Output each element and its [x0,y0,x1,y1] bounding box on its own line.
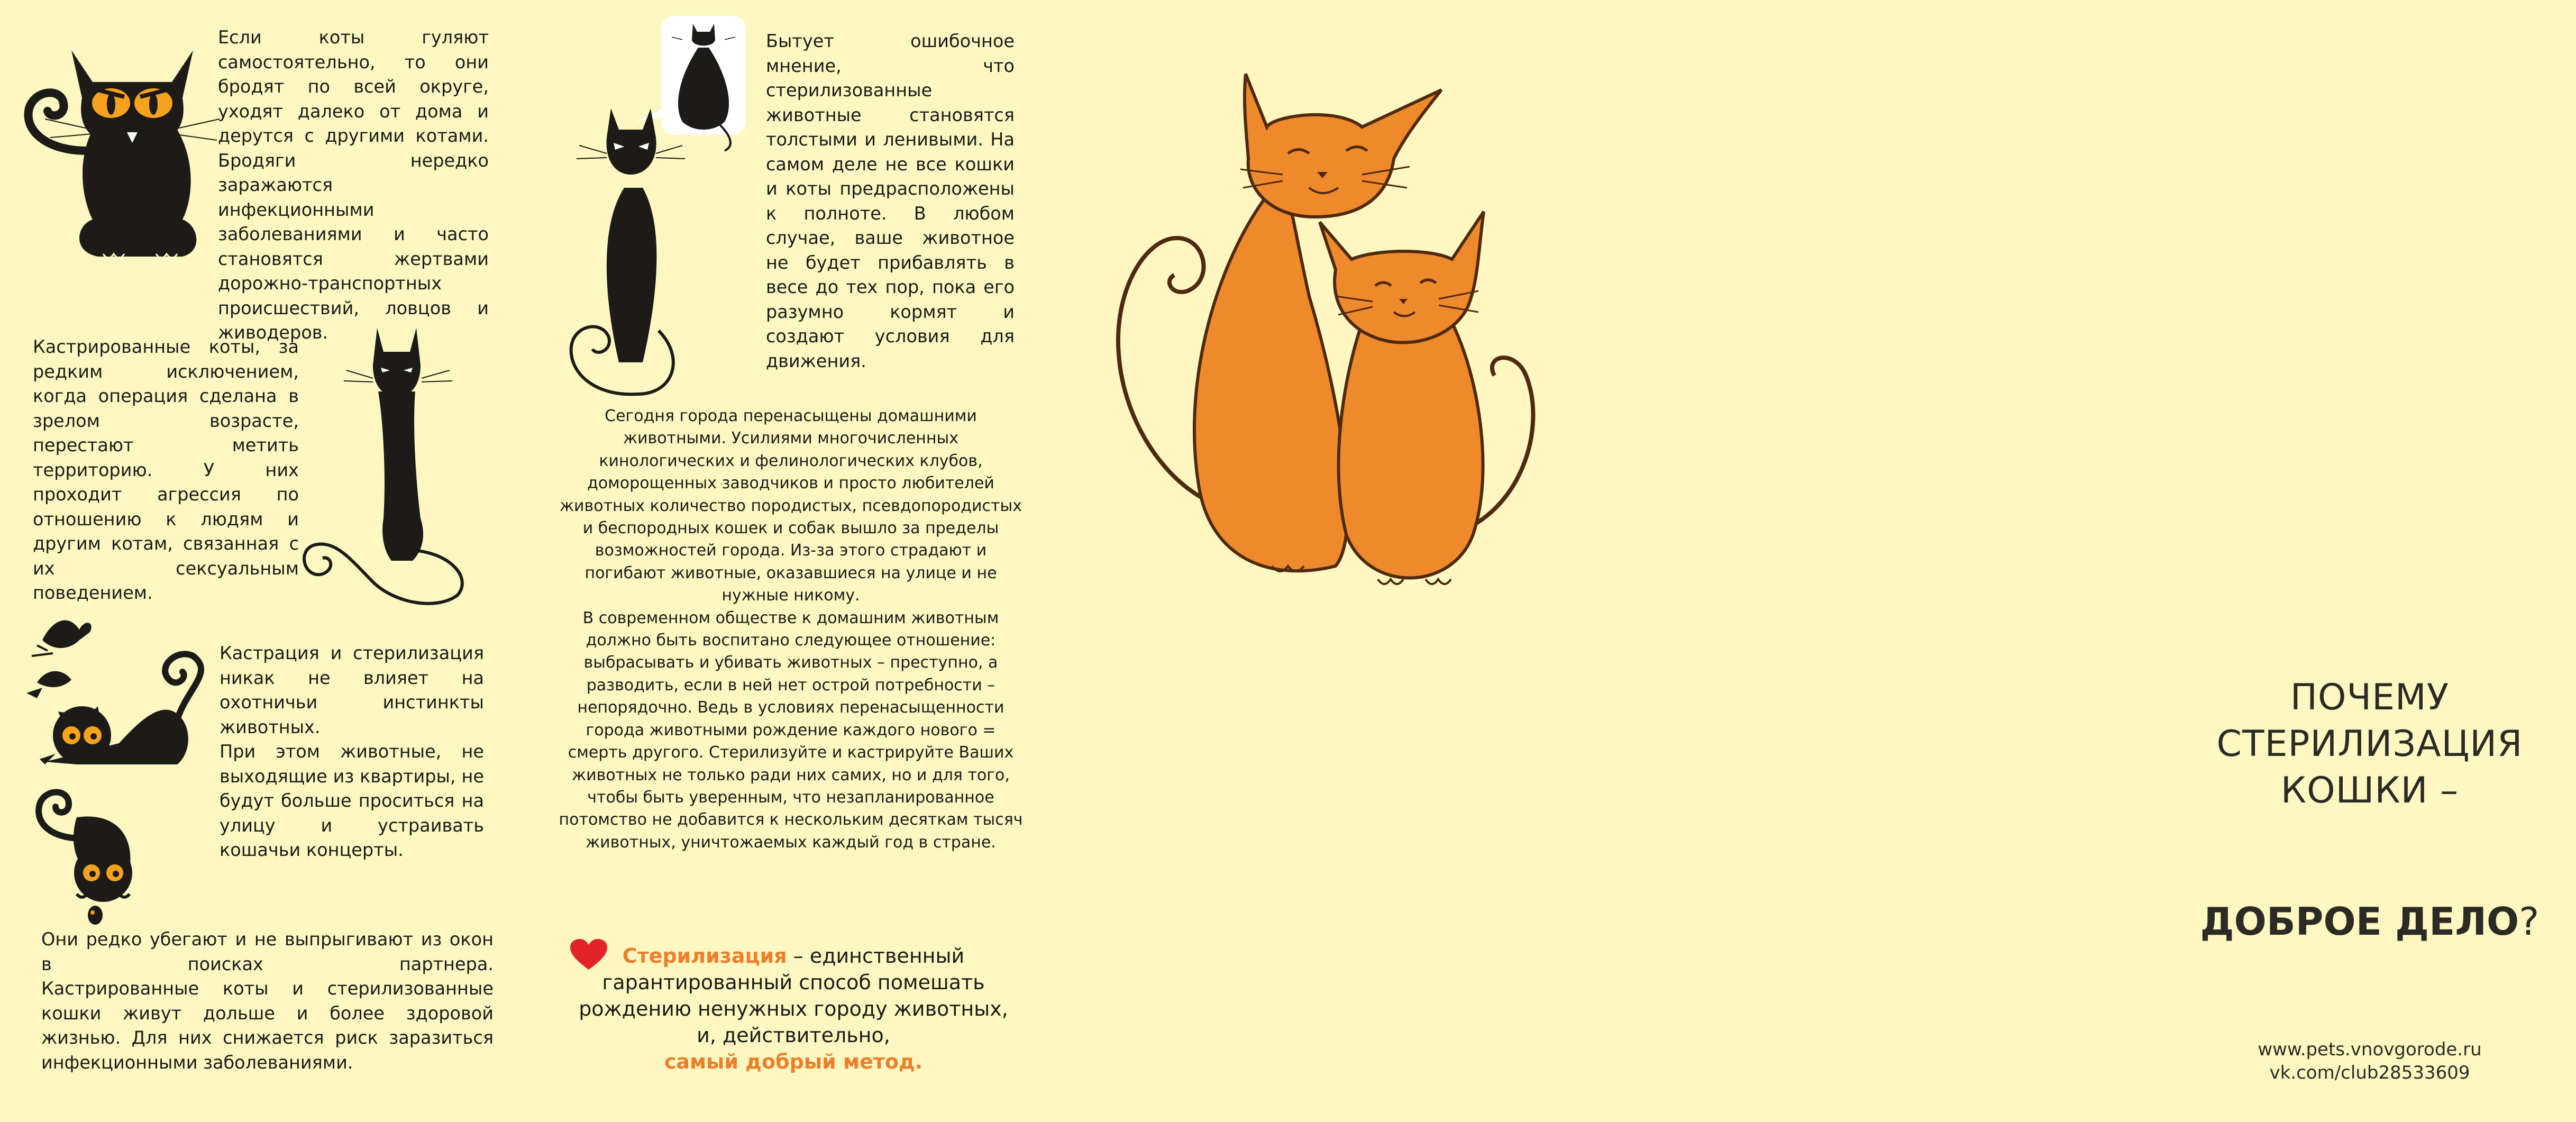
paragraph: Сегодня города перенасыщены домашними животными. Усилиями многочисленных кинологических и фелинологических клубов, доморощенных заводчиков и просто любителей животных количество породистых, псевдопородистых и беспородных кошек и собак вышло за пределы возможностей города. Из-за этого страдают и погибают животные, оказавшиеся на улице и не нужные никому. [560,407,1022,605]
slogan [561,943,1026,1075]
paragraph: Бродяги нередко заражаются инфекционными заболеваниями и часто становятся жертвами дорожно-транспортных происшествий, ловцов и живодеров. [218,150,489,343]
slogan-line: рождению ненужных городу животных, [579,997,1008,1020]
orange-cats-couple-illustration [1113,58,1547,608]
stretching-black-cat-illustration [40,651,209,772]
text-health [41,927,494,1075]
black-cat-sitting-illustration [13,40,220,272]
cover-links [2185,1038,2555,1084]
slogan-highlight: Стерилизация [622,944,787,968]
text-myth [766,29,1015,373]
cover-panel [1058,0,2540,1122]
cover-title-bold [2163,899,2576,944]
left-panel [0,0,529,1122]
slogan-line [561,943,1026,969]
playful-black-cat-illustration [29,780,151,928]
cover-title [2163,674,2576,814]
title-bold-text: ДОБРОЕ ДЕЛО [2200,899,2519,944]
slogan-line: и, действительно, [697,1024,890,1047]
title-line: СТЕРИЛИЗАЦИЯ [2216,723,2523,765]
title-line: КОШКИ – [2280,770,2459,811]
text-castrated-cats [33,335,299,606]
middle-panel [529,0,1058,1122]
text-stray-cats [218,25,489,345]
paragraph: Бытует ошибочное мнение, что стерилизованные животные становятся толстыми и ленивыми. На самом деле не все кошки и коты предрасположены к полноте. В любом случае, ваше животное не будет прибавлять в весе до тех пор, пока его разумно кормят и создают условия для движения. [766,31,1015,371]
slim-black-cat-illustration [299,328,479,603]
text-instincts [220,641,484,863]
paragraph: Если коты гуляют самостоятельно, то они бродят по всей округе, уходят далеко от дома и дерутся с другими котами. [218,27,489,146]
slogan-line: гарантированный способ помешать [602,971,985,994]
title-line: ПОЧЕМУ [2290,677,2450,718]
text-overpopulation [558,405,1024,854]
paragraph: При этом животные, не выходящие из квартиры, не будут больше проситься на улицу и устраивать кошачьи концерты. [220,741,484,860]
title-question-mark: ? [2519,899,2540,944]
website-link[interactable]: www.pets.vnovgorode.ru [2258,1039,2482,1060]
slogan-final: самый добрый метод. [664,1050,923,1073]
paragraph: Они редко убегают и не выпрыгивают из окон в поисках партнера. [41,929,494,974]
paragraph: Кастрированные коты и стерилизованные кошки живут дольше и более здоровой жизнью. Для них снижается риск заразиться инфекционными заболеваниями. [41,978,494,1073]
slogan-text: – единственный [787,944,965,968]
vk-link[interactable]: vk.com/club28533609 [2269,1062,2470,1083]
paragraph: Кастрированные коты, за редким исключением, когда операция сделана в зрелом возрасте, перестают метить территорию. У них проходит агрессия по отношению к людям и другим котам, связанная с их сексуальным поведением. [33,336,299,603]
tall-black-cat-illustration [558,108,717,397]
paragraph: В современном обществе к домашним животным должно быть воспитано следующее отношение: выбрасывать и убивать животных – преступно, а разводить, если в ней нет острой потребности – непорядочно. Ведь в условиях перенасыщенности города животными рождение каждого нового = смерть другого. Стерилизуйте и кастрируйте Ваших животных не только ради них самих, но и для того, чтобы быть уверенным, что незапланированное потомство не добавится к нескольким десяткам тысяч животных, уничтожаемых каждый год в стране. [559,608,1023,852]
paragraph: Кастрация и стерилизация никак не влияет на охотничьи инстинкты животных. [220,643,484,737]
